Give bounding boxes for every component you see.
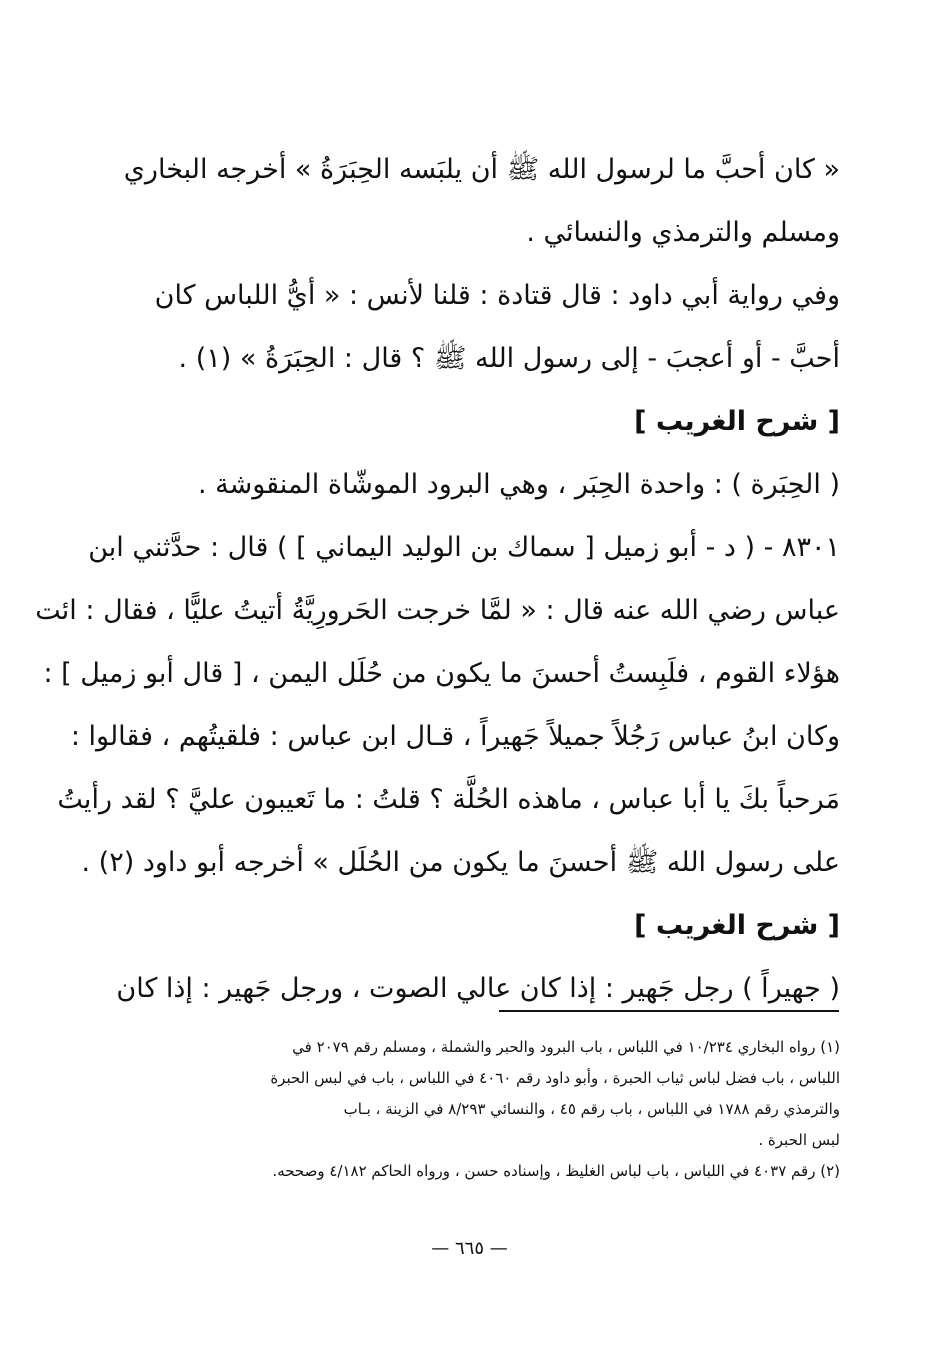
text-line: هؤلاء القوم ، فلَبِستُ أحسنَ ما يكون من حُلَل اليمن ، [ قال أبو زميل ] : — [43, 658, 840, 689]
footnote-divider — [499, 1010, 839, 1012]
text-line: وكان ابنُ عباس رَجُلاً جميلاً جَهيراً ، قـال ابن عباس : فلقيتُهم ، فقالوا : — [70, 721, 840, 752]
footnote-line: (٢) رقم ٤٠٣٧ في اللباس ، باب لباس الغليظ ، وإسناده حسن ، ورواه الحاكم ٤/١٨٢ وصححه. — [272, 1162, 840, 1180]
text-line: ومسلم والترمذي والنسائي . — [526, 217, 840, 248]
section-heading: [ شرح الغريب ] — [634, 910, 840, 941]
section-heading: [ شرح الغريب ] — [634, 406, 840, 437]
text-line: ( الحِبَرة ) : واحدة الحِبَر ، وهي البرود الموشّاة المنقوشة . — [197, 469, 840, 500]
footnote-line: اللباس ، باب فضل لباس ثياب الحبرة ، وأبو داود رقم ٤٠٦٠ في اللباس ، باب في لبس الحبرة — [270, 1069, 840, 1087]
text-line: مَرحباً بكَ يا أبا عباس ، ماهذه الحُلَّة ؟ قلتُ : ما تَعيبون عليَّ ؟ لقد رأيتُ — [57, 784, 840, 815]
footnote-line: والترمذي رقم ١٧٨٨ في اللباس ، باب رقم ٤٥ ، والنسائي ٨/٢٩٣ في الزينة ، بـاب — [343, 1100, 840, 1118]
text-line: « كان أحبَّ ما لرسول الله ﷺ أن يلبَسه الحِبَرَةُ » أخرجه البخاري — [123, 154, 840, 185]
footnotes — [100, 1032, 840, 1187]
text-line: على رسول الله ﷺ أحسنَ ما يكون من الحُلَل » أخرجه أبو داود (٢) . — [81, 847, 840, 878]
text-line: ٨٣٠١ - ( د - أبو زميل [ سماك بن الوليد اليماني ] ) قال : حدَّثني ابن — [88, 532, 840, 563]
footnote-line: لبس الحبرة . — [758, 1131, 840, 1149]
text-line: ( جهيراً ) رجل جَهير : إذا كان عالي الصوت ، ورجل جَهير : إذا كان — [116, 973, 840, 1004]
text-line: وفي رواية أبي داود : قال قتادة : قلنا لأنس : « أيُّ اللباس كان — [154, 280, 840, 311]
footnote-line: (١) رواه البخاري ١٠/٢٣٤ في اللباس ، باب البرود والحبر والشملة ، ومسلم رقم ٢٠٧٩ في — [292, 1038, 840, 1056]
main-text — [35, 138, 840, 1020]
text-line: عباس رضي الله عنه قال : « لمَّا خرجت الحَرورِيَّةُ أتيتُ عليًّا ، فقال : ائت — [35, 595, 840, 626]
page-number: — ٦٦٥ — — [431, 1238, 508, 1259]
text-line: أحبَّ - أو أعجبَ - إلى رسول الله ﷺ ؟ قال : الحِبَرَةُ » (١) . — [178, 343, 840, 374]
